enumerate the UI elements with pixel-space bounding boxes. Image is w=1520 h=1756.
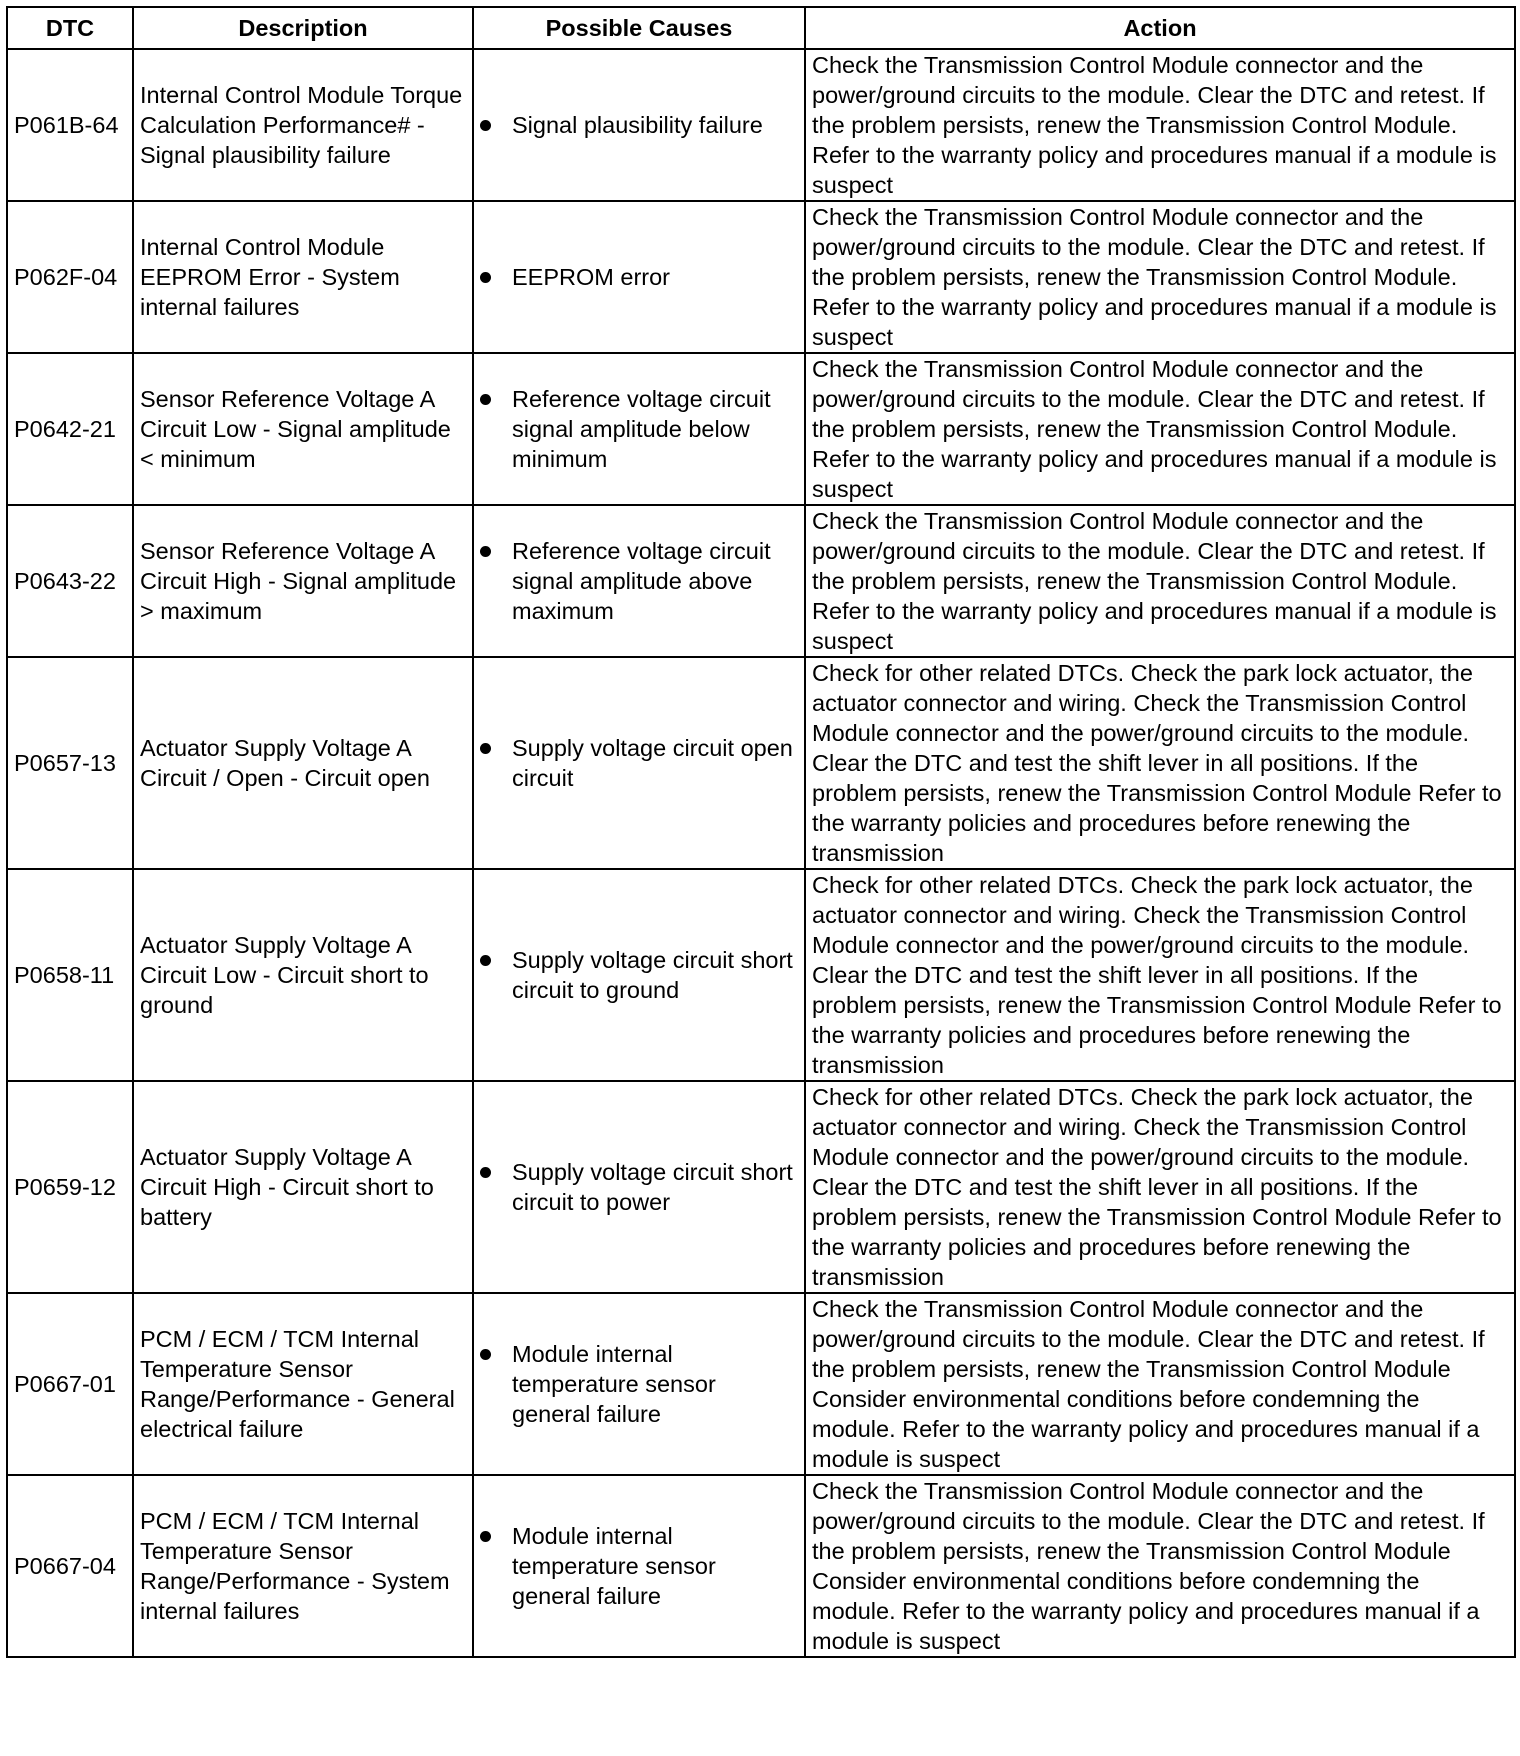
- cause-item: Reference voltage circuit signal amplitude above maximum: [480, 536, 798, 626]
- table-row: [7, 201, 1515, 353]
- dtc-description: PCM / ECM / TCM Internal Temperature Sensor Range/Performance - System internal failures: [133, 1475, 473, 1657]
- dtc-action: Check for other related DTCs. Check the park lock actuator, the actuator connector and wiring. Check the Transmission Control Module connector and the power/ground circuits to the module. Clear the DTC and test the shift lever in all positions. If the problem persists, renew the Transmission Control Module Refer to the warranty policies and procedures before renewing the transmission: [805, 657, 1515, 869]
- dtc-action: Check the Transmission Control Module connector and the power/ground circuits to the module. Clear the DTC and retest. If the problem persists, renew the Transmission Control Module. Refer to the warranty policy and procedures manual if a module is suspect: [805, 201, 1515, 353]
- dtc-action: Check for other related DTCs. Check the park lock actuator, the actuator connector and wiring. Check the Transmission Control Module connector and the power/ground circuits to the module. Clear the DTC and test the shift lever in all positions. If the problem persists, renew the Transmission Control Module Refer to the warranty policies and procedures before renewing the transmission: [805, 869, 1515, 1081]
- cause-item: Module internal temperature sensor general failure: [480, 1339, 798, 1429]
- dtc-code: P0642-21: [7, 353, 133, 505]
- cause-item: Supply voltage circuit short circuit to power: [480, 1157, 798, 1217]
- table-row: [7, 505, 1515, 657]
- header-dtc: DTC: [7, 7, 133, 49]
- possible-causes: [473, 1293, 805, 1475]
- dtc-table: [6, 6, 1516, 1658]
- header-possible-causes: Possible Causes: [473, 7, 805, 49]
- cause-list: [480, 733, 798, 793]
- dtc-description: Internal Control Module Torque Calculation Performance# - Signal plausibility failure: [133, 49, 473, 201]
- cause-item: Supply voltage circuit short circuit to ground: [480, 945, 798, 1005]
- cause-list: [480, 262, 798, 292]
- table-row: [7, 1475, 1515, 1657]
- cause-list: [480, 1157, 798, 1217]
- table-row: [7, 353, 1515, 505]
- cause-item: Signal plausibility failure: [480, 110, 798, 140]
- cause-list: [480, 1521, 798, 1611]
- dtc-description: Sensor Reference Voltage A Circuit Low - Signal amplitude < minimum: [133, 353, 473, 505]
- header-description: Description: [133, 7, 473, 49]
- cause-item: Module internal temperature sensor general failure: [480, 1521, 798, 1611]
- dtc-description: Actuator Supply Voltage A Circuit High - Circuit short to battery: [133, 1081, 473, 1293]
- dtc-action: Check the Transmission Control Module connector and the power/ground circuits to the module. Clear the DTC and retest. If the problem persists, renew the Transmission Control Module. Refer to the warranty policy and procedures manual if a module is suspect: [805, 353, 1515, 505]
- possible-causes: [473, 505, 805, 657]
- possible-causes: [473, 1475, 805, 1657]
- table-row: [7, 49, 1515, 201]
- cause-list: [480, 945, 798, 1005]
- cause-item: Reference voltage circuit signal amplitude below minimum: [480, 384, 798, 474]
- dtc-action: Check the Transmission Control Module connector and the power/ground circuits to the module. Clear the DTC and retest. If the problem persists, renew the Transmission Control Module. Refer to the warranty policy and procedures manual if a module is suspect: [805, 505, 1515, 657]
- possible-causes: [473, 869, 805, 1081]
- table-row: [7, 1081, 1515, 1293]
- possible-causes: [473, 1081, 805, 1293]
- table-row: [7, 657, 1515, 869]
- dtc-description: Internal Control Module EEPROM Error - System internal failures: [133, 201, 473, 353]
- dtc-description: Actuator Supply Voltage A Circuit Low - Circuit short to ground: [133, 869, 473, 1081]
- possible-causes: [473, 353, 805, 505]
- dtc-action: Check the Transmission Control Module connector and the power/ground circuits to the module. Clear the DTC and retest. If the problem persists, renew the Transmission Control Module. Refer to the warranty policy and procedures manual if a module is suspect: [805, 49, 1515, 201]
- table-body: [7, 49, 1515, 1657]
- dtc-description: Actuator Supply Voltage A Circuit / Open - Circuit open: [133, 657, 473, 869]
- cause-list: [480, 1339, 798, 1429]
- cause-list: [480, 110, 798, 140]
- cause-list: [480, 384, 798, 474]
- header-action: Action: [805, 7, 1515, 49]
- dtc-code: P0667-04: [7, 1475, 133, 1657]
- header-row: [7, 7, 1515, 49]
- dtc-action: Check for other related DTCs. Check the park lock actuator, the actuator connector and wiring. Check the Transmission Control Module connector and the power/ground circuits to the module. Clear the DTC and test the shift lever in all positions. If the problem persists, renew the Transmission Control Module Refer to the warranty policies and procedures before renewing the transmission: [805, 1081, 1515, 1293]
- dtc-action: Check the Transmission Control Module connector and the power/ground circuits to the module. Clear the DTC and retest. If the problem persists, renew the Transmission Control Module Consider environmental conditions before condemning the module. Refer to the warranty policy and procedures manual if a module is suspect: [805, 1475, 1515, 1657]
- dtc-description: PCM / ECM / TCM Internal Temperature Sensor Range/Performance - General electrical failure: [133, 1293, 473, 1475]
- dtc-code: P0658-11: [7, 869, 133, 1081]
- possible-causes: [473, 201, 805, 353]
- cause-list: [480, 536, 798, 626]
- table-header: [7, 7, 1515, 49]
- possible-causes: [473, 657, 805, 869]
- dtc-code: P0659-12: [7, 1081, 133, 1293]
- dtc-description: Sensor Reference Voltage A Circuit High - Signal amplitude > maximum: [133, 505, 473, 657]
- dtc-code: P0657-13: [7, 657, 133, 869]
- cause-item: EEPROM error: [480, 262, 798, 292]
- dtc-code: P061B-64: [7, 49, 133, 201]
- dtc-code: P0667-01: [7, 1293, 133, 1475]
- possible-causes: [473, 49, 805, 201]
- table-row: [7, 869, 1515, 1081]
- cause-item: Supply voltage circuit open circuit: [480, 733, 798, 793]
- dtc-action: Check the Transmission Control Module connector and the power/ground circuits to the module. Clear the DTC and retest. If the problem persists, renew the Transmission Control Module Consider environmental conditions before condemning the module. Refer to the warranty policy and procedures manual if a module is suspect: [805, 1293, 1515, 1475]
- table-row: [7, 1293, 1515, 1475]
- dtc-code: P062F-04: [7, 201, 133, 353]
- dtc-code: P0643-22: [7, 505, 133, 657]
